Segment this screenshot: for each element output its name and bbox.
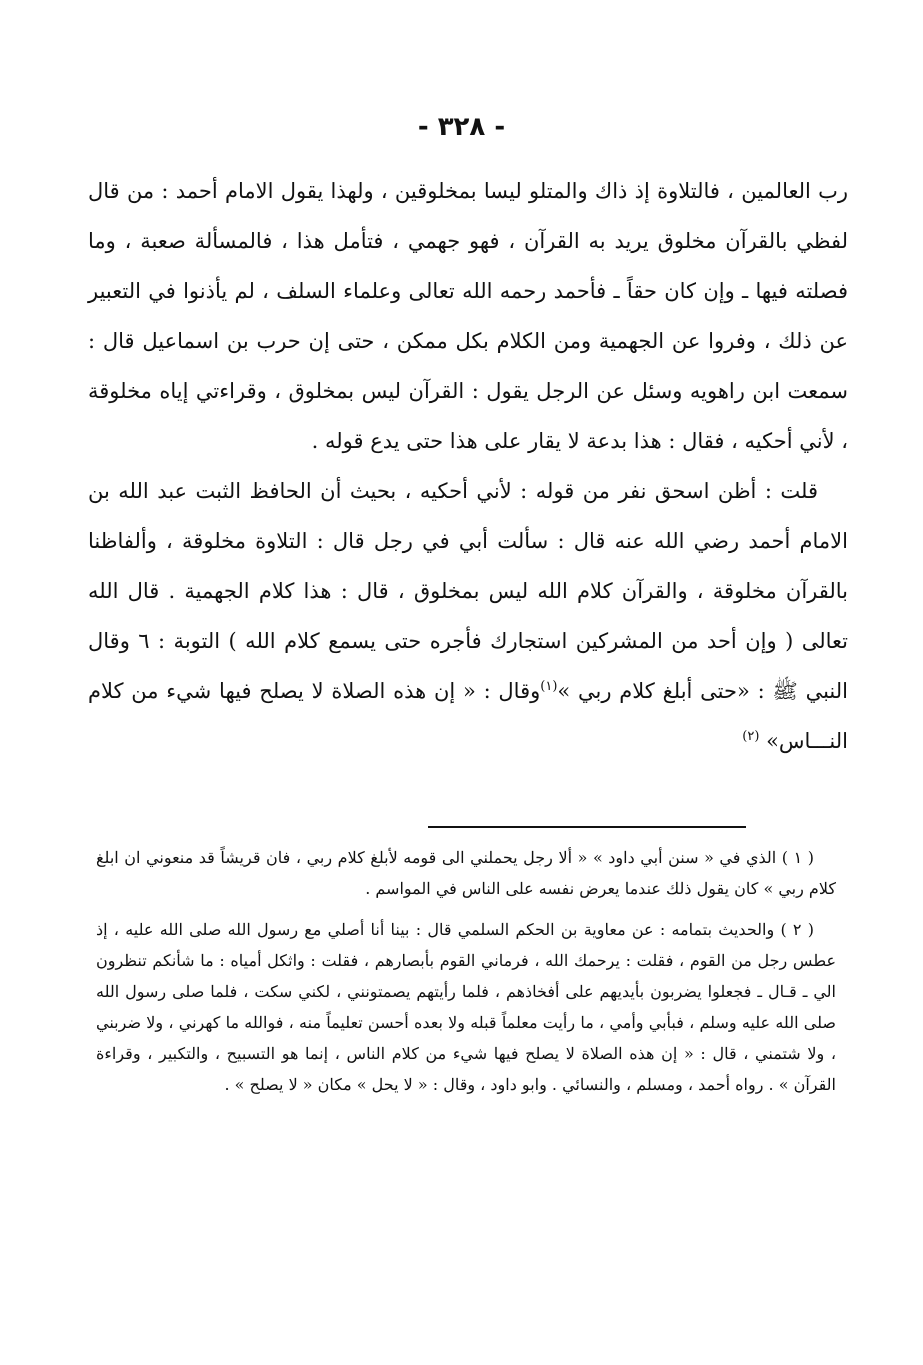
footnote-divider <box>428 826 746 828</box>
paragraph-2-text: قلت : أظن اسحق نفر من قوله : لأني أحكيه ، بحيث أن الحافظ الثبت عبد الله بن الامام أحمد رضي الله عنه قال : سألت أبي في رجل قال : التلاوة مخلوقة ، وألفاظنا بالقرآن مخلوقة ، والقرآن كلام الله ليس بمخلوق ، قال : هذا كلام الجهمية . قال الله تعالى ( وإن أحد من المشركين استجارك فأجره حتى يسمع كلام الله ) التوبة : ٦ وقال النبي ﷺ : «حتى أبلغ كلام ربي » <box>88 479 848 703</box>
main-text <box>88 166 848 766</box>
footnote-1: ( ١ ) الذي في « سنن أبي داود » « ألا رجل يحملني الى قومه لأبلغ كلام ربي ، فان قريشاً قد منعوني ان ابلغ كلام ربي » كان يقول ذلك عندما يعرض نفسه على الناس في المواسم . <box>96 848 836 898</box>
footnote-2: ( ٢ ) والحديث بتمامه : عن معاوية بن الحكم السلمي قال : بينا أنا أصلي مع رسول الله صلى الله عليه ، إذ عطس رجل من القوم ، فقلت : يرحمك الله ، فرماني القوم بأبصارهم ، فقلت : واثكل أمياه : ما شأنكم تنظرون الي ـ قـال ـ فجعلوا يضربون بأيديهم على أفخاذهم ، فلما رأيتهم يصمتونني ، لكني سكت ، فلما صلى رسول الله صلى الله عليه وسلم ، فبأبي وأمي ، ما رأيت معلماً قبله ولا بعده أحسن تعليماً منه ، فوالله ما كهرني ، ولا ضربني ، ولا شتمني ، قال : « إن هذه الصلاة لا يصلح فيها شيء من كلام الناس ، إنما هو التسبيح ، والتكبير ، وقراءة القرآن » . رواه أحمد ، ومسلم ، والنسائي . وابو داود ، وقال : « لا يحل » مكان « لا يصلح » . <box>96 920 836 1094</box>
paragraph-1: رب العالمين ، فالتلاوة إذ ذاك والمتلو ليسا بمخلوقين ، ولهذا يقول الامام أحمد : من قال لفظي بالقرآن مخلوق يريد به القرآن ، فهو جهمي ، فتأمل هذا ، فالمسألة صعبة ، وما فصلته فيها ـ وإن كان حقاً ـ فأحمد رحمه الله تعالى وعلماء السلف ، لم يأذنوا في التعبير عن ذلك ، وفروا عن الجهمية ومن الكلام بكل ممكن ، حتى إن حرب بن اسماعيل قال : سمعت ابن راهويه وسئل عن الرجل يقول : القرآن ليس بمخلوق ، وقراءتي إياه مخلوقة ، لأني أحكيه ، فقال : هذا بدعة لا يقار على هذا حتى يدع قوله . <box>88 179 848 453</box>
footnote-marker-2: (٢) <box>742 729 760 744</box>
page-number: - ٣٢٨ - <box>417 112 506 142</box>
footnote-marker-1: (١) <box>540 679 558 694</box>
paragraph-2-continuation: وقال : « إن هذه الصلاة لا يصلح فيها شيء من كلام النـــاس» <box>88 679 848 753</box>
paragraph-2 <box>88 466 848 766</box>
footnotes <box>96 842 836 1110</box>
